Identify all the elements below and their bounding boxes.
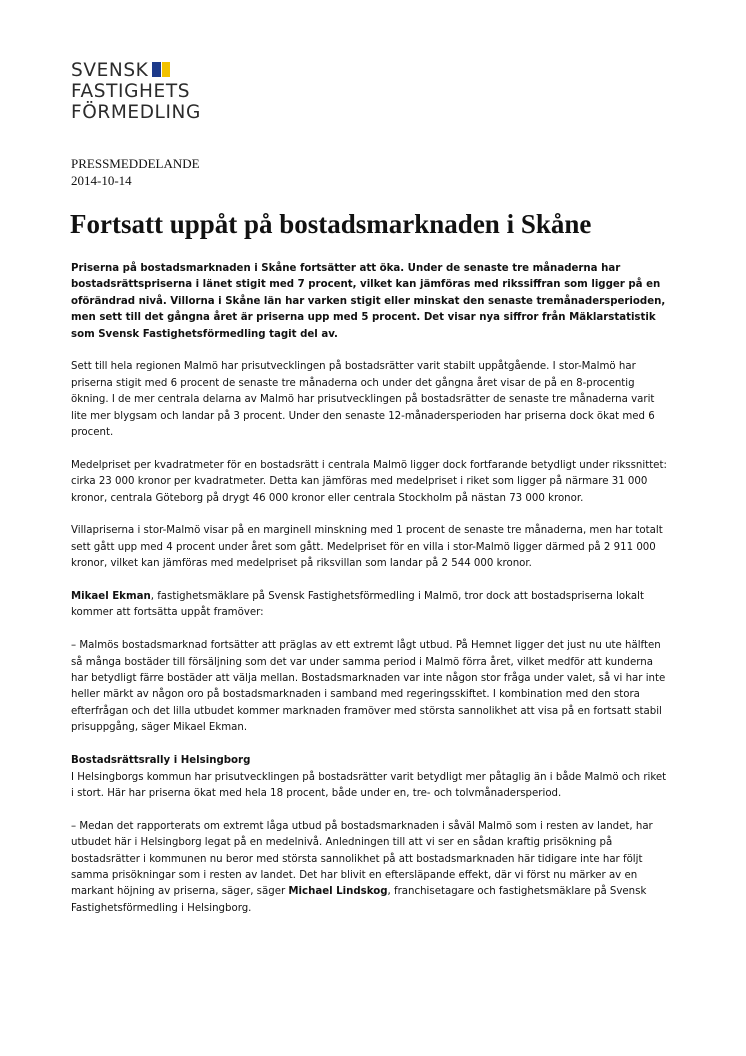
paragraph-text: – Medan det rapporterats om extremt låga utbud på bostadsmarknaden i såväl Malmö som i resten av landet, har utbudet här i Helsingborg legat på en medelnivå. Anledningen till att vi ser en sådan kraftig prisökning på bostadsrätter i kommunen nu beror med största sannolikhet på att bostadsmarknaden här tidigare inte har följt samma prisökningar som i resten av landet. Det har blivit en eftersläpande effekt, där vi först nu märker av en markant höjning av priserna, säger, säger <box>71 820 653 898</box>
sub-heading: Bostadsrättsrally i Helsingborg <box>71 755 251 767</box>
press-release-meta <box>71 155 200 189</box>
article-body <box>71 261 671 934</box>
paragraph-malmo-bostadsratter: Sett till hela regionen Malmö har prisutvecklingen på bostadsrätter varit stabilt uppåtgående. I stor-Malmö har priserna stigit med 6 procent de senaste tre månaderna och under det gångna året visar de på en 8-procentig ökning. I de mer centrala delarna av Malmö har prisutvecklingen på bostadsrätter de senaste tre månaderna varit lite mer blygsam och landar på 3 procent. Under den senaste 12-månadersperioden har priserna dock ökat med 6 procent. <box>71 361 655 439</box>
paragraph-quote-lindskog <box>71 819 671 917</box>
logo-text-svensk: SVENSK <box>71 60 149 81</box>
person-name: Michael Lindskog <box>288 886 388 898</box>
headline: Fortsatt uppåt på bostadsmarknaden i Skåne <box>70 209 592 239</box>
section-helsingborg <box>71 753 671 802</box>
paragraph-text: , fastighetsmäklare på Svensk Fastighetsförmedling i Malmö, tror dock att bostadspriserna lokalt kommer att fortsätta uppåt framöver: <box>71 591 644 619</box>
logo-line-2: FASTIGHETS <box>71 81 191 102</box>
lead-paragraph: Priserna på bostadsmarknaden i Skåne fortsätter att öka. Under de senaste tre månaderna har bostadsrättspriserna i länet stigit med 7 procent, vilket kan jämföras med rikssiffran som ligger på en oförändrad nivå. Villorna i Skåne län har varken stigit eller minskat den senaste tremånadersperioden, men sett till det gångna året är priserna upp med 5 procent. Det visar nya siffror från Mäklarstatistik som Svensk Fastighetsförmedling tagit del av. <box>71 263 666 340</box>
document-type: PRESSMEDDELANDE <box>71 156 200 171</box>
swedish-flag-icon <box>152 62 170 77</box>
logo-line-3: FÖRMEDLING <box>71 102 201 123</box>
logo-line-1 <box>71 60 201 81</box>
paragraph-text: I Helsingborgs kommun har prisutvecklingen på bostadsrätter varit betydligt mer påtaglig än i både Malmö och riket i stort. Här har priserna ökat med hela 18 procent, både under en, tre- och tolvmånadersperiod. <box>71 771 667 799</box>
paragraph-quote-ekman: – Malmös bostadsmarknad fortsätter att präglas av ett extremt lågt utbud. På Hemnet ligger det just nu ute hälften så många bostäder till försäljning som det var under samma period i Malmö förra året, vilket medför att kunderna har betydligt färre bostäder att välja mellan. Bostadsmarknaden var inte någon stor fråga under valet, så vi har inte heller märkt av någon oro på bostadsmarknaden i samband med regeringsskiftet. I kombination med den stora efterfrågan och det lilla utbudet kommer marknaden framöver med största sannolikhet att visa på en fortsatt stabil prisuppgång, säger Mikael Ekman. <box>71 640 666 734</box>
paragraph-mikael-ekman-intro <box>71 589 671 622</box>
paragraph-text: , franchisetagare och fastighetsmäklare på Svensk Fastighetsförmedling i Helsingborg. <box>71 886 647 914</box>
release-date: 2014-10-14 <box>71 173 132 188</box>
company-logo <box>71 60 201 123</box>
paragraph-kvadratmeterpris: Medelpriset per kvadratmeter för en bostadsrätt i centrala Malmö ligger dock fortfarande betydligt under rikssnittet: cirka 23 000 kronor per kvadratmeter. Detta kan jämföras med medelpriset i riket som ligger på närmare 31 000 kronor, centrala Göteborg på drygt 46 000 kronor eller centrala Stockholm på nästan 73 000 kronor. <box>71 459 667 504</box>
paragraph-villapriser: Villapriserna i stor-Malmö visar på en marginell minskning med 1 procent de senaste tre månaderna, men har totalt sett gått upp med 4 procent under året som gått. Medelpriset för en villa i stor-Malmö ligger därmed på 2 911 000 kronor, vilket kan jämföras med medelpriset på riksvillan som landar på 2 544 000 kronor. <box>71 525 663 570</box>
person-name: Mikael Ekman <box>71 591 151 603</box>
